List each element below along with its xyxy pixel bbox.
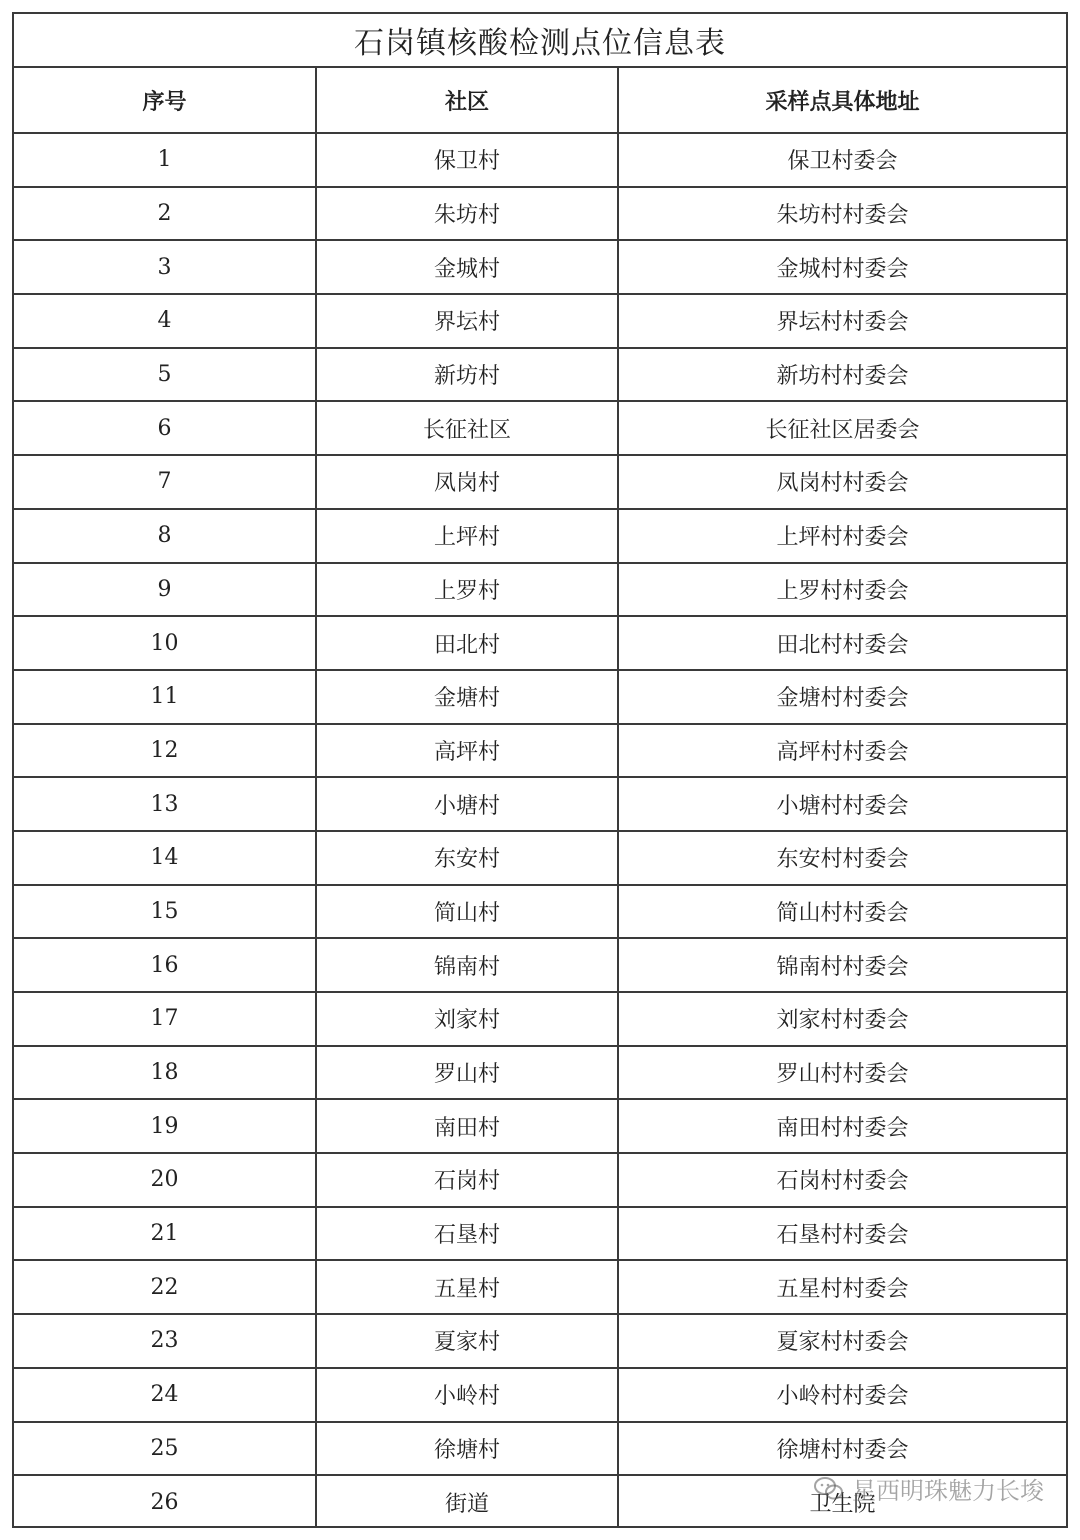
cell-address: 罗山村村委会 <box>618 1046 1066 1100</box>
cell-index: 22 <box>14 1260 316 1314</box>
document-title: 石岗镇核酸检测点位信息表 <box>14 14 1066 68</box>
cell-index: 11 <box>14 670 316 724</box>
cell-address: 上坪村村委会 <box>618 509 1066 563</box>
cell-index: 20 <box>14 1153 316 1207</box>
cell-community: 石岗村 <box>316 1153 618 1207</box>
cell-address: 高坪村村委会 <box>618 724 1066 778</box>
cell-community: 保卫村 <box>316 133 618 187</box>
table-header-row <box>14 68 1066 133</box>
cell-index: 18 <box>14 1046 316 1100</box>
cell-address: 石岗村村委会 <box>618 1153 1066 1207</box>
cell-index: 13 <box>14 777 316 831</box>
cell-index: 21 <box>14 1207 316 1261</box>
cell-address: 徐塘村村委会 <box>618 1422 1066 1476</box>
table-row <box>14 1314 1066 1368</box>
table-row <box>14 938 1066 992</box>
cell-community: 田北村 <box>316 616 618 670</box>
cell-community: 上罗村 <box>316 563 618 617</box>
cell-community: 夏家村 <box>316 1314 618 1368</box>
header-index: 序号 <box>14 68 316 133</box>
cell-address: 界坛村村委会 <box>618 294 1066 348</box>
cell-address: 五星村村委会 <box>618 1260 1066 1314</box>
cell-index: 12 <box>14 724 316 778</box>
table-row <box>14 1207 1066 1261</box>
cell-address: 卫生院 <box>618 1475 1066 1528</box>
cell-index: 26 <box>14 1475 316 1528</box>
table-row <box>14 294 1066 348</box>
table-row <box>14 1422 1066 1476</box>
cell-community: 朱坊村 <box>316 187 618 241</box>
cell-community: 上坪村 <box>316 509 618 563</box>
table-row <box>14 724 1066 778</box>
table-row <box>14 240 1066 294</box>
document-sheet <box>12 12 1068 1528</box>
cell-index: 7 <box>14 455 316 509</box>
table-row <box>14 1099 1066 1153</box>
cell-community: 罗山村 <box>316 1046 618 1100</box>
cell-index: 10 <box>14 616 316 670</box>
table-row <box>14 1475 1066 1528</box>
cell-address: 刘家村村委会 <box>618 992 1066 1046</box>
table-row <box>14 348 1066 402</box>
cell-index: 14 <box>14 831 316 885</box>
table-row <box>14 509 1066 563</box>
cell-index: 23 <box>14 1314 316 1368</box>
cell-index: 19 <box>14 1099 316 1153</box>
cell-index: 5 <box>14 348 316 402</box>
cell-address: 朱坊村村委会 <box>618 187 1066 241</box>
cell-community: 凤岗村 <box>316 455 618 509</box>
table-row <box>14 1260 1066 1314</box>
cell-address: 锦南村村委会 <box>618 938 1066 992</box>
cell-address: 石垦村村委会 <box>618 1207 1066 1261</box>
cell-community: 简山村 <box>316 885 618 939</box>
cell-index: 3 <box>14 240 316 294</box>
table-row <box>14 455 1066 509</box>
cell-address: 金塘村村委会 <box>618 670 1066 724</box>
table-row <box>14 133 1066 187</box>
cell-community: 石垦村 <box>316 1207 618 1261</box>
table-row <box>14 1153 1066 1207</box>
cell-address: 小塘村村委会 <box>618 777 1066 831</box>
cell-index: 24 <box>14 1368 316 1422</box>
table-row <box>14 187 1066 241</box>
cell-address: 简山村村委会 <box>618 885 1066 939</box>
cell-address: 田北村村委会 <box>618 616 1066 670</box>
sampling-sites-table <box>14 68 1066 1528</box>
cell-index: 4 <box>14 294 316 348</box>
table-row <box>14 777 1066 831</box>
cell-community: 五星村 <box>316 1260 618 1314</box>
cell-community: 锦南村 <box>316 938 618 992</box>
table-row <box>14 885 1066 939</box>
cell-community: 界坛村 <box>316 294 618 348</box>
cell-index: 25 <box>14 1422 316 1476</box>
table-row <box>14 992 1066 1046</box>
cell-community: 东安村 <box>316 831 618 885</box>
cell-community: 金城村 <box>316 240 618 294</box>
cell-address: 金城村村委会 <box>618 240 1066 294</box>
cell-community: 金塘村 <box>316 670 618 724</box>
cell-community: 新坊村 <box>316 348 618 402</box>
header-community: 社区 <box>316 68 618 133</box>
cell-community: 小岭村 <box>316 1368 618 1422</box>
cell-index: 9 <box>14 563 316 617</box>
cell-address: 夏家村村委会 <box>618 1314 1066 1368</box>
header-address: 采样点具体地址 <box>618 68 1066 133</box>
cell-address: 上罗村村委会 <box>618 563 1066 617</box>
watermark-text: 星西明珠魅力长埈 <box>852 1477 1044 1505</box>
cell-address: 新坊村村委会 <box>618 348 1066 402</box>
cell-index: 6 <box>14 401 316 455</box>
cell-index: 16 <box>14 938 316 992</box>
cell-community: 南田村 <box>316 1099 618 1153</box>
cell-community: 徐塘村 <box>316 1422 618 1476</box>
cell-community: 长征社区 <box>316 401 618 455</box>
cell-address: 保卫村委会 <box>618 133 1066 187</box>
table-row <box>14 831 1066 885</box>
table-body <box>14 133 1066 1528</box>
cell-address: 小岭村村委会 <box>618 1368 1066 1422</box>
cell-address: 东安村村委会 <box>618 831 1066 885</box>
cell-address: 南田村村委会 <box>618 1099 1066 1153</box>
cell-community: 刘家村 <box>316 992 618 1046</box>
cell-index: 2 <box>14 187 316 241</box>
cell-address: 凤岗村村委会 <box>618 455 1066 509</box>
table-row <box>14 1046 1066 1100</box>
table-row <box>14 670 1066 724</box>
table-row <box>14 1368 1066 1422</box>
cell-address: 长征社区居委会 <box>618 401 1066 455</box>
cell-community: 小塘村 <box>316 777 618 831</box>
cell-index: 1 <box>14 133 316 187</box>
table-row <box>14 563 1066 617</box>
cell-index: 8 <box>14 509 316 563</box>
table-row <box>14 401 1066 455</box>
cell-community: 高坪村 <box>316 724 618 778</box>
cell-index: 15 <box>14 885 316 939</box>
table-row <box>14 616 1066 670</box>
cell-index: 17 <box>14 992 316 1046</box>
cell-community: 街道 <box>316 1475 618 1528</box>
